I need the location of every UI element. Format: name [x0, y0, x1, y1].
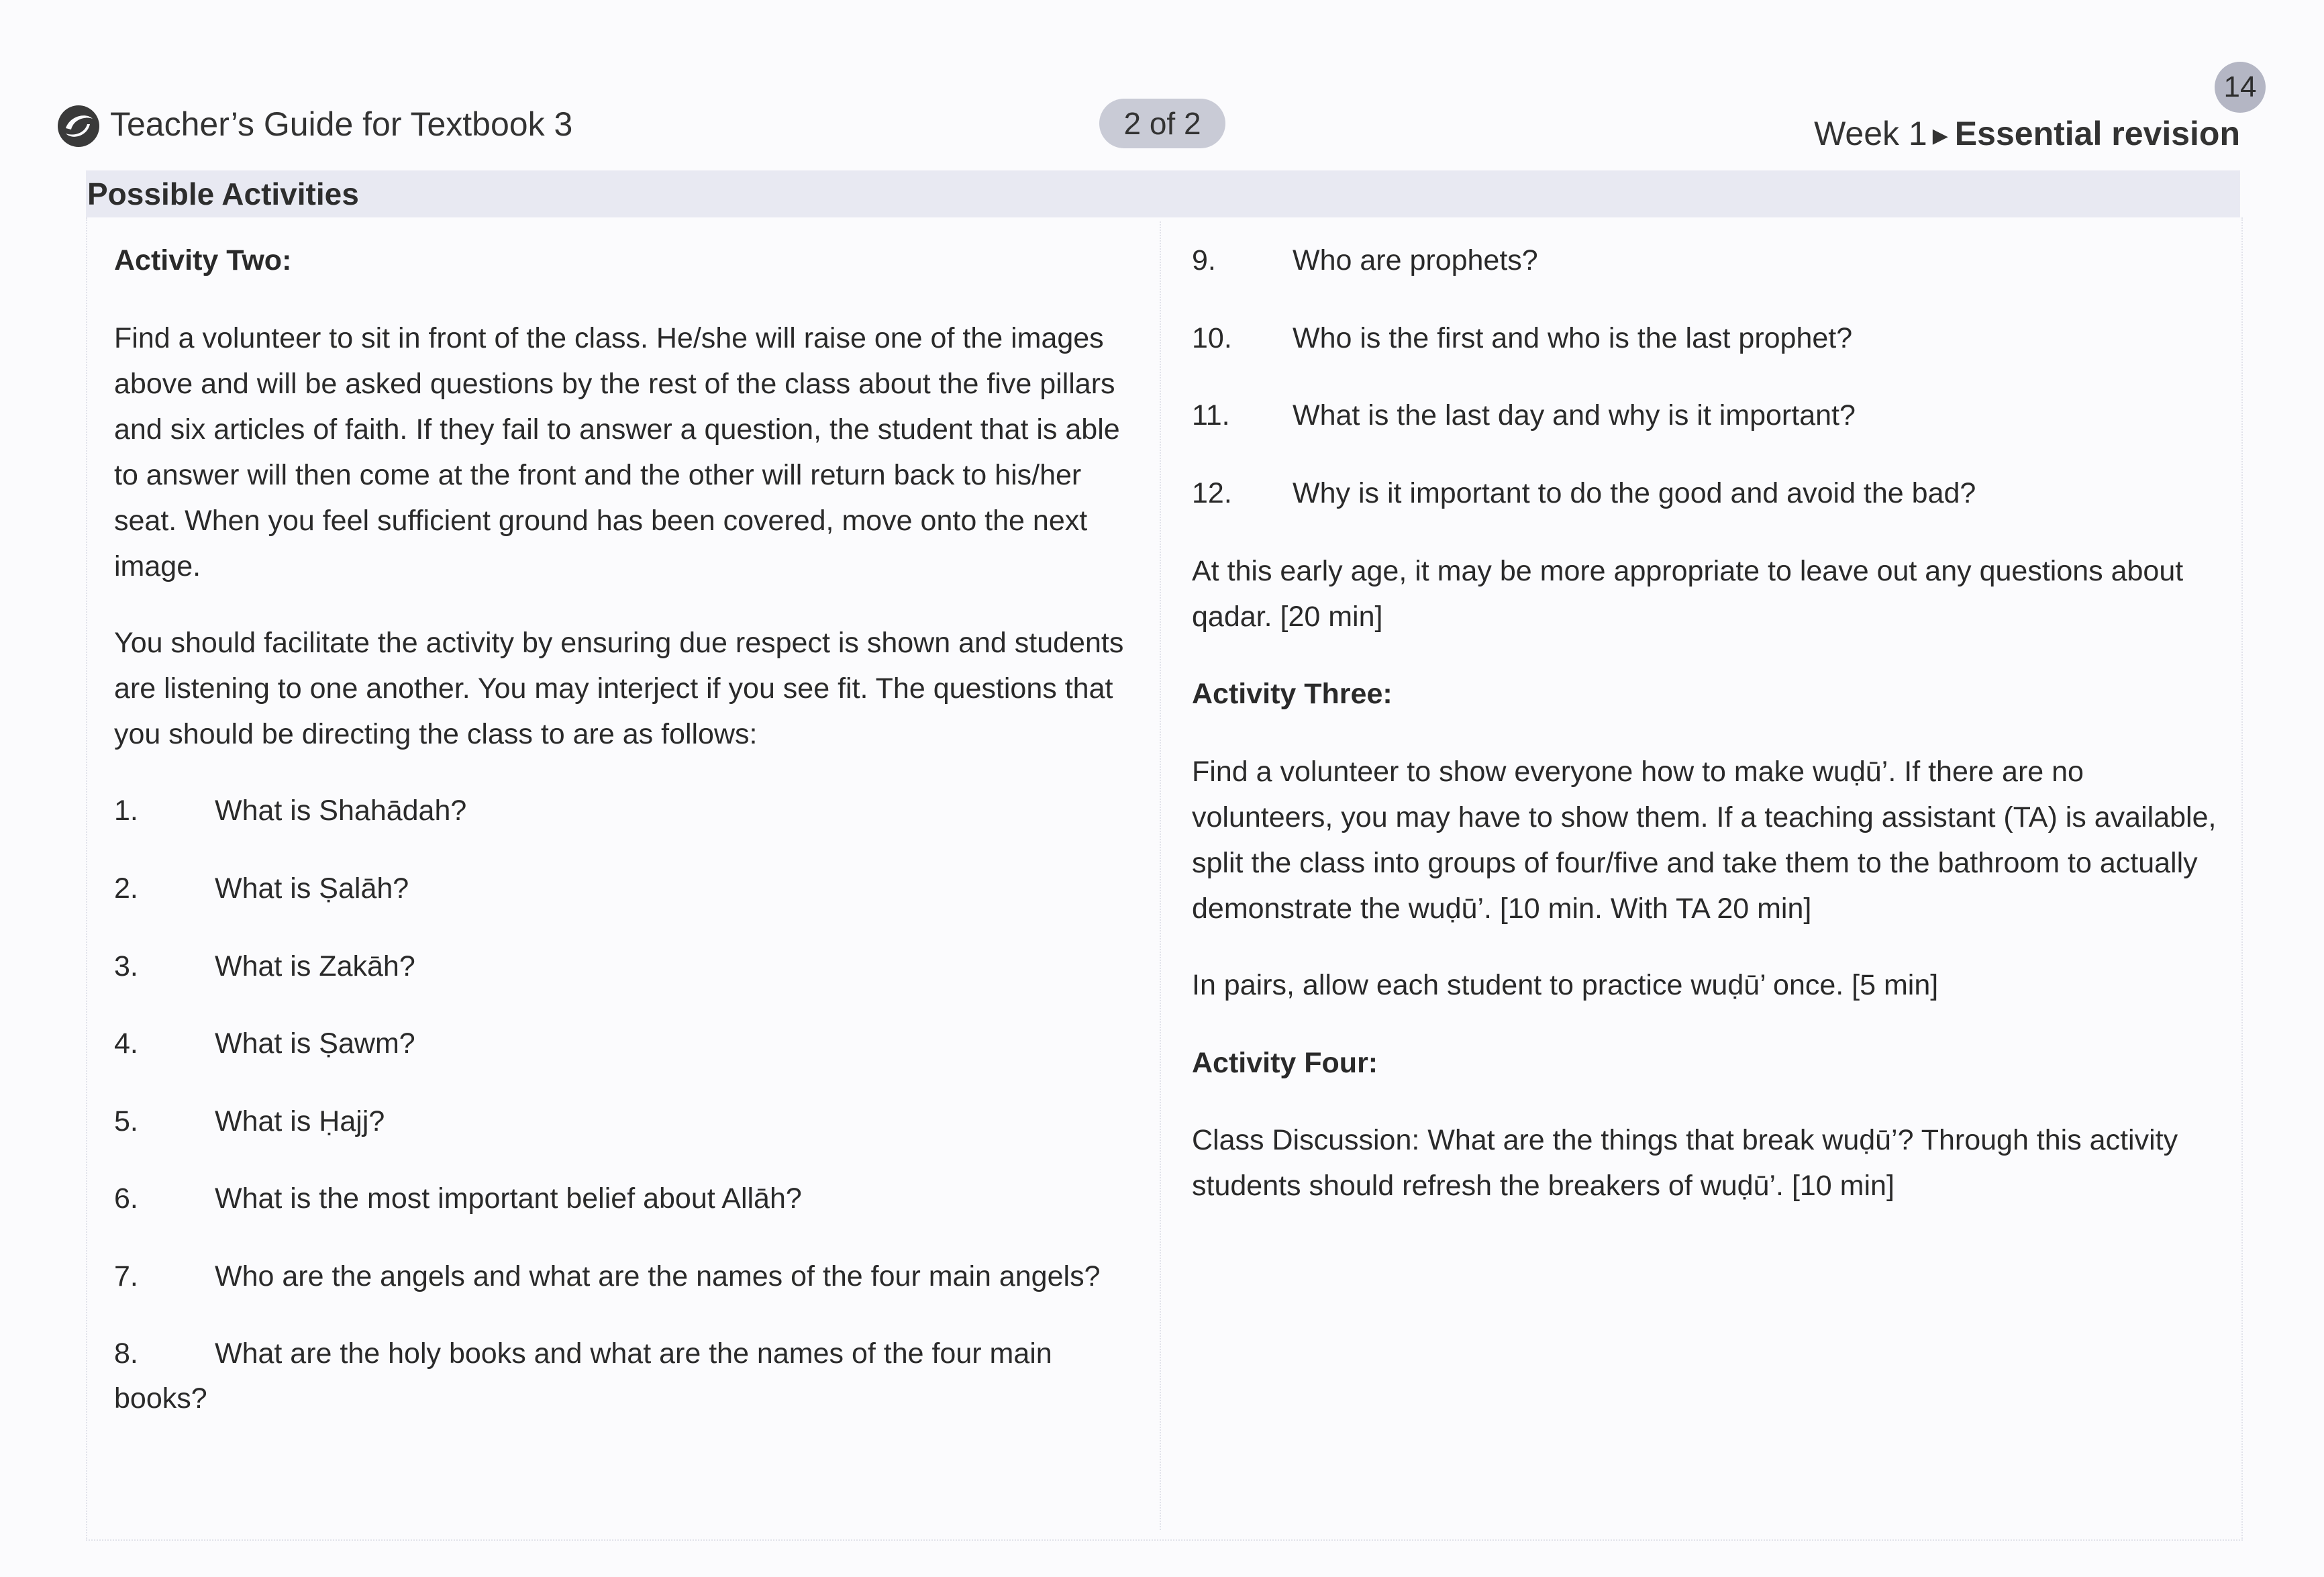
- activity-three-heading: Activity Three:: [1192, 678, 1393, 710]
- question-number: 9.: [1192, 244, 1216, 276]
- activity-two-paragraph-1: Find a volunteer to sit in front of the class. He/she will raise one of the images above and will be asked questions by the rest of the class about the five pillars and six articles of faith. If they fail to answer a question, the student that is able to answer will then come at the front and the other will return back to his/her seat. When you feel sufficient ground has been covered, move onto the next image.: [114, 322, 1120, 582]
- section-header-bar: [86, 170, 2240, 217]
- question-text: What is Ṣalāh?: [215, 872, 409, 905]
- section-title: Possible Activities: [87, 176, 359, 211]
- activity-four-heading: Activity Four:: [1192, 1047, 1378, 1079]
- question-number: 2.: [114, 872, 138, 905]
- breadcrumb-week: Week 1: [1814, 115, 1927, 152]
- question-text: What is the most important belief about Allāh?: [215, 1182, 802, 1215]
- publisher-logo-icon: [56, 104, 101, 148]
- question-text: What is the last day and why is it important?: [1293, 399, 1856, 431]
- qadar-note: At this early age, it may be more appropriate to leave out any questions about qadar. [20 min]: [1192, 555, 2184, 633]
- breadcrumb: [1814, 114, 2240, 153]
- question-number: 11.: [1192, 399, 1230, 431]
- question-text: What is Shahādah?: [215, 795, 467, 827]
- activity-three-paragraph-2: In pairs, allow each student to practice wuḍū’ once. [5 min]: [1192, 969, 1939, 1001]
- activity-three-paragraph-1: Find a volunteer to show everyone how to make wuḍū’. If there are no volunteers, you may have to show them. If a teaching assistant (TA) is available, split the class into groups of four/five and take them to the bathroom to actually demonstrate the wuḍū’. [10 min. With TA 20 min]: [1192, 756, 2217, 925]
- question-number: 12.: [1192, 477, 1232, 509]
- page-indicator-badge: 2 of 2: [1099, 99, 1225, 148]
- activity-four-paragraph: Class Discussion: What are the things that break wuḍū’? Through this activity students should refresh the breakers of wuḍū’. [10 min]: [1192, 1124, 2178, 1202]
- page-number-badge: 14: [2215, 62, 2266, 113]
- question-number: 7.: [114, 1260, 138, 1292]
- question-number: 6.: [114, 1182, 138, 1215]
- question-number: 10.: [1192, 322, 1232, 354]
- breadcrumb-topic: Essential revision: [1954, 115, 2240, 152]
- question-text: What are the holy books and what are the names of the four main: [215, 1337, 1052, 1370]
- question-text: Why is it important to do the good and avoid the bad?: [1293, 477, 1976, 509]
- question-text: Who are the angels and what are the names of the four main angels?: [215, 1260, 1101, 1292]
- question-text-continuation: books?: [114, 1382, 207, 1415]
- question-text: What is Zakāh?: [215, 950, 415, 982]
- question-text: Who are prophets?: [1293, 244, 1538, 276]
- column-divider: [1160, 221, 1161, 1530]
- activity-two-paragraph-2: You should facilitate the activity by ensuring due respect is shown and students are listening to one another. You may interject if you see fit. The questions that you should be directing the class to are as follows:: [114, 627, 1124, 750]
- question-number: 5.: [114, 1105, 138, 1137]
- activity-two-heading: Activity Two:: [114, 244, 292, 276]
- question-text: Who is the first and who is the last prophet?: [1293, 322, 1853, 354]
- guide-title: Teacher’s Guide for Textbook 3: [110, 105, 573, 143]
- question-number: 3.: [114, 950, 138, 982]
- question-number: 8.: [114, 1337, 138, 1370]
- question-number: 4.: [114, 1027, 138, 1060]
- question-text: What is Ṣawm?: [215, 1027, 415, 1060]
- breadcrumb-arrow-icon: ▶: [1932, 125, 1948, 148]
- question-number: 1.: [114, 795, 138, 827]
- question-text: What is Ḥajj?: [215, 1105, 385, 1137]
